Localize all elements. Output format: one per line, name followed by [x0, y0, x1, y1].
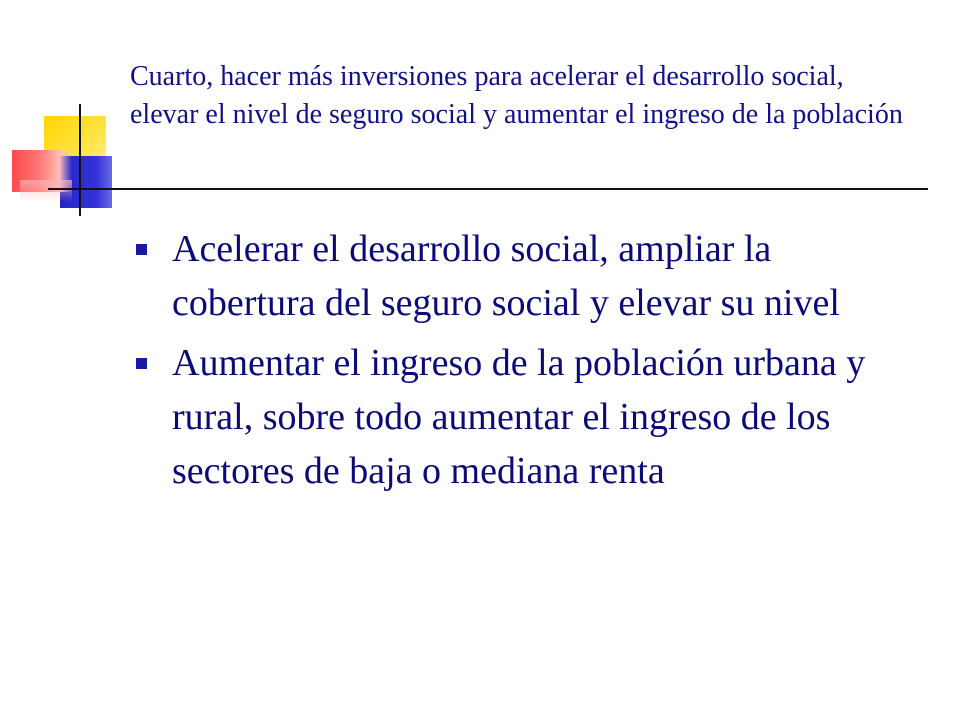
bullet-list — [136, 222, 896, 504]
bullet-item — [136, 336, 896, 498]
slide-title: Cuarto, hacer más inversiones para acelerar el desarrollo social, elevar el nivel de seguro social y aumentar el ingreso de la población — [130, 61, 903, 130]
title-underline — [48, 188, 928, 190]
square-bullet-icon — [136, 358, 147, 369]
decorative-red-fade — [20, 180, 72, 202]
decorative-vertical-line — [79, 104, 81, 216]
square-bullet-icon — [136, 244, 147, 255]
bullet-text: Acelerar el desarrollo social, ampliar la cobertura del seguro social y elevar su nivel — [172, 228, 840, 324]
bullet-text: Aumentar el ingreso de la población urbana y rural, sobre todo aumentar el ingreso de los sectores de baja o mediana renta — [172, 342, 866, 492]
bullet-item — [136, 222, 896, 330]
